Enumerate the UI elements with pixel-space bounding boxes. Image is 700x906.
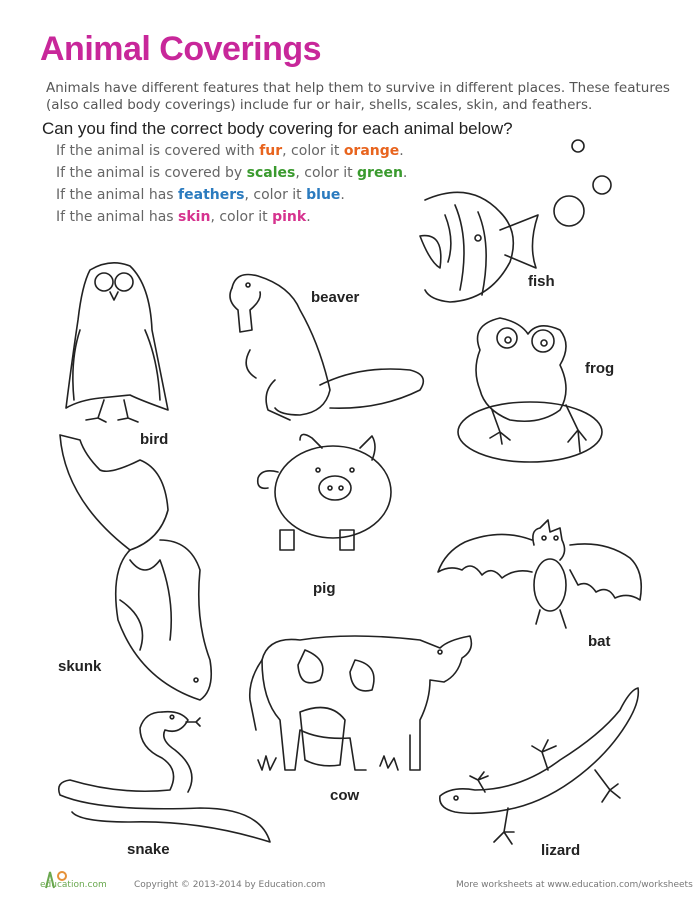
intro-text: Animals have different features that help them to survive in different places. These features (also called body coverings) include fur or hair, shells, scales, skin, and feathers. [46, 80, 670, 113]
snake-drawing [59, 712, 270, 842]
label-beaver: beaver [311, 289, 360, 306]
lizard-drawing [440, 688, 639, 844]
label-bat: bat [588, 633, 611, 650]
rule-color: orange [343, 143, 400, 159]
rule-color: green [357, 165, 403, 181]
rule-color: blue [306, 187, 341, 203]
fish-drawing [420, 192, 538, 302]
label-pig: pig [313, 580, 336, 597]
footer-brand: education.com [40, 880, 107, 890]
rule-color: pink [272, 209, 307, 225]
bubbles-drawing [554, 140, 611, 226]
rule-covering: fur [259, 143, 283, 159]
label-frog: frog [585, 360, 615, 377]
rule-covering: feathers [178, 187, 245, 203]
label-skunk: skunk [58, 658, 102, 675]
rule-scales: If the animal is covered by scales, color it green. [56, 165, 408, 181]
pig-drawing [258, 434, 391, 550]
footer-copyright: Copyright © 2013-2014 by Education.com [134, 880, 326, 890]
question-text: Can you find the correct body covering for each animal below? [42, 119, 513, 138]
bird-drawing [66, 263, 168, 422]
rule-covering: scales [246, 165, 296, 181]
label-fish: fish [528, 273, 555, 290]
rule-covering: skin [178, 209, 211, 225]
worksheet-title: Animal Coverings [40, 30, 322, 68]
rule-fur: If the animal is covered with fur, color it orange. [56, 143, 404, 159]
rule-skin: If the animal has skin, color it pink. [56, 209, 311, 225]
cow-drawing [250, 636, 472, 770]
label-snake: snake [127, 841, 170, 858]
footer-more-worksheets: More worksheets at www.education.com/worksheets [456, 880, 693, 890]
rule-feathers: If the animal has feathers, color it blue. [56, 187, 345, 203]
frog-drawing [458, 318, 602, 462]
label-lizard: lizard [541, 842, 581, 859]
bat-drawing [438, 520, 641, 628]
label-bird: bird [140, 431, 169, 448]
label-cow: cow [330, 787, 360, 804]
